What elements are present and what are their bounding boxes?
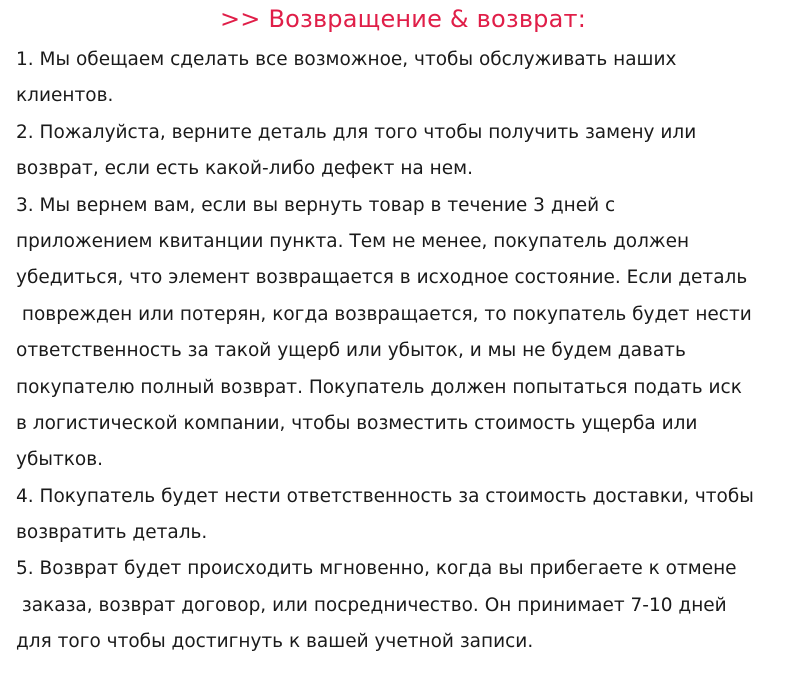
policy-line: 5. Возврат будет происходить мгновенно, когда вы прибегаете к отмене	[16, 558, 737, 580]
policy-line: в логистической компании, чтобы возместить стоимость ущерба или	[16, 412, 698, 434]
policy-line: возврат, если есть какой-либо дефект на нем.	[16, 158, 473, 180]
policy-line: убытков.	[16, 449, 104, 471]
policy-line: для того чтобы достигнуть к вашей учетной записи.	[16, 631, 534, 653]
policy-line: возвратить деталь.	[16, 522, 208, 544]
policy-line: 3. Мы вернем вам, если вы вернуть товар в течение 3 дней с	[16, 194, 616, 216]
policy-line: убедиться, что элемент возвращается в исходное состояние. Если деталь	[16, 267, 748, 289]
policy-line: ответственность за такой ущерб или убыток, и мы не будем давать	[16, 340, 686, 362]
policy-line: 2. Пожалуйста, верните деталь для того чтобы получить замену или	[16, 121, 697, 143]
policy-text	[16, 42, 790, 661]
policy-line: поврежден или потерян, когда возвращается, то покупатель будет нести	[16, 303, 752, 325]
policy-line: 1. Мы обещаем сделать все возможное, чтобы обслуживать наших	[16, 49, 677, 70]
policy-line: заказа, возврат договор, или посредничество. Он принимает 7-10 дней	[16, 594, 727, 616]
policy-line: 4. Покупатель будет нести ответственность за стоимость доставки, чтобы	[16, 485, 754, 507]
section-heading: >> Возвращение & возврат:	[220, 5, 586, 33]
policy-line: приложением квитанции пункта. Тем не менее, покупатель должен	[16, 230, 690, 252]
policy-line: клиентов.	[16, 85, 114, 107]
policy-line: покупателю полный возврат. Покупатель должен попытаться подать иск	[16, 376, 742, 398]
